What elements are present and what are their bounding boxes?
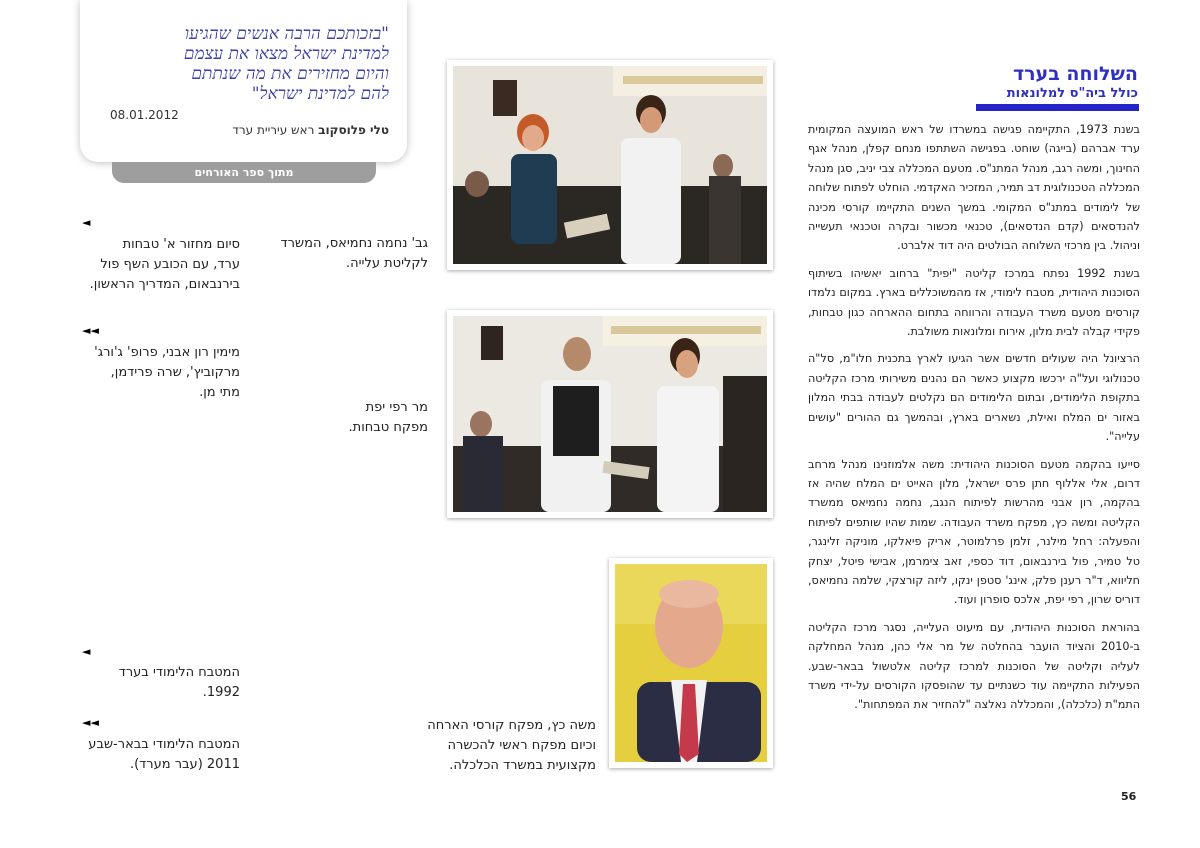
article-paragraph: בשנת 1992 נפתח במרכז קליטה "יפית" ברחוב יאשיהו בשיתוף הסוכנות היהודית, מטבח לימודי, אז מהמשוכללים בארץ. במקום נלמדו קורסים מטעם משרד העבודה והרווחה בתחום ההארחה כגון טבחות, פקידי קבלה לבית מלון, אירוח ומלונאות משולבת. [808, 266, 1140, 339]
photo-nehama-nachmias [447, 60, 773, 270]
caption-line: מרקוביץ', שרה פרידמן, [110, 365, 240, 380]
quote-date: 08.01.2012 [110, 108, 179, 122]
article-subtitle: כולל ביה"ס למלונאות [1006, 86, 1138, 101]
quote-text [98, 24, 389, 104]
caption-line: ערד, עם הכובע השף פול [100, 257, 240, 272]
caption-line: מקצועית במשרד הכלכלה. [449, 758, 596, 773]
photo-image [453, 66, 767, 264]
article-paragraph: בהוראת הסוכנות היהודית, עם מיעוט העלייה, נסגר מרכז הקליטה ב-2010 והציוד הועבר בהחלטה של מר אלי כהן, מנהל המחלקה לעליה וקליטה של הסוכנות למרכז קליטה אלטשול בבאר-שבע. הפעילות התקיימה עוד כשנתיים עד שהופסקו הקורסים על-ידי משרד התמ"ת (כלכלה), והמכללה נאלצה "להחזיר את המפתחות". [808, 620, 1140, 712]
caption-line: מפקח טבחות. [348, 420, 428, 435]
article-paragraph: סייעו בהקמה מטעם הסוכנות היהודית: משה אלמוזנינו מנהל מרחב דרום, אלי אללוף חתן פרס ישראל, מלון האייט ים המלח שהיה אז בהקמה, רון אבני מהרשות לפיתוח הנגב, נחמה נחמיאס ממשרד הקליטה ומשה כץ, מפקח משרד העבודה. שמות שהיו שותפים לפיתוח והפעלה: רחל מילנר, זלמן פרלמוטר, אריק פיאלקו, מוניקה זלינגר, טל טמיר, פול בירנבאום, דוד כספי, זאב צימרמן, אבישי פיטל, יצחק חליווא, ד"ר רענן פלק, אינג' סטפן ינקו, ליזה קורצקי, שלמה נחמיאס, דוריס שרון, רפי יפת, אלכס סופרון ועוד. [808, 457, 1140, 607]
guestbook-source-tab: מתוך ספר האורחים [112, 162, 376, 183]
caption-side-4 [80, 735, 240, 775]
caption-photo-3 [420, 716, 596, 776]
quote-line: "בזכותכם הרבה אנשים שהגיעו [184, 24, 389, 44]
caption-side-1 [80, 235, 240, 295]
photo-moshe-katz [609, 558, 773, 768]
guestbook-quote-box [80, 0, 407, 162]
caption-photo-1 [262, 234, 428, 274]
caption-line: המטבח הלימודי בבאר-שבע [88, 737, 240, 752]
photo-image [453, 316, 767, 512]
quote-signature [232, 123, 389, 137]
caption-line: מר רפי יפת [365, 400, 428, 415]
headline-underline [976, 104, 1139, 111]
arrow-left-icon: ◄ [82, 216, 91, 229]
arrow-left-icon: ◄ [82, 645, 91, 658]
photo-image [615, 564, 767, 762]
quote-author-role: ראש עיריית ערד [232, 123, 315, 137]
caption-photo-2 [300, 398, 428, 438]
caption-line: המטבח הלימודי בערד 1992. [118, 665, 240, 700]
article-paragraph: בשנת 1973, התקיימה פגישה במשרדו של ראש המועצה המקומית ערד אברהם (בייגה) שוחט. בפגישה השתתפו מנחם קפלן, מנהל אגף החינוך, ומשה רגב, מנהל המתנ"ס. מטעם המכללה צבי יניב, סגן מנהל המכללה הטכנולוגית דב תמיר, המזכיר האקדמי. הוחלט לפתוח שלוחה של לימודים במתנ"ס המקומי. במשך השנים התקיימו קורסי מכינה להנדסאים (קדם הנדסאים), טכנאי מכשור ובקרה וטכנאי תעשייה וניהול. בין מרכזי השלוחה הבולטים היה דוד אלברט. [808, 123, 1140, 253]
quote-author-name: טלי פלוסקוב [318, 123, 389, 137]
caption-line: מימין רון אבני, פרופ' ג'ורג' [94, 345, 240, 360]
quote-line: למדינת ישראל מצאו את עצמם [183, 44, 389, 64]
caption-line: מתי מן. [199, 385, 240, 400]
caption-line: משה כץ, מפקח קורסי הארחה [427, 718, 596, 733]
photo-rafi-yafet [447, 310, 773, 518]
caption-line: לקליטת עלייה. [346, 256, 428, 271]
quote-line: והיום מחזירים את מה שנתתם [191, 64, 389, 84]
caption-line: גב' נחמה נחמיאס, המשרד [280, 236, 428, 251]
page-number: 56 [1121, 790, 1137, 803]
caption-line: בירנבאום, המדריך הראשון. [89, 277, 240, 292]
caption-line: וכיום מפקח ראשי להכשרה [447, 738, 596, 753]
article-paragraph: הרציונל היה שעולים חדשים אשר הגיעו לארץ בתכנית חלו"מ, סל"ה טכנולוגי ועל"ה ירכשו מקצוע כאשר הם נהנים משירותי מרכז הקליטה בתקופת הלימודים, ובתום הלימודים הם נקלטים לעבודה בבתי המלון באזור ים המלח ואילת, נשארים בארץ, ובהמשך גם ההורים "עושים עלייה". [808, 352, 1140, 444]
caption-side-3 [80, 663, 240, 703]
article-headline [1007, 62, 1138, 102]
caption-line: סיום מחזור א' טבחות [122, 237, 240, 252]
article-title: השלוחה בערד [1012, 63, 1138, 85]
article-body [808, 120, 1140, 723]
caption-line: 2011 (עבר מערד). [129, 757, 240, 772]
double-arrow-left-icon: ◄◄ [82, 716, 99, 729]
quote-line: להם למדינת ישראל" [251, 84, 389, 104]
double-arrow-left-icon: ◄◄ [82, 324, 99, 337]
caption-side-2 [80, 343, 240, 403]
